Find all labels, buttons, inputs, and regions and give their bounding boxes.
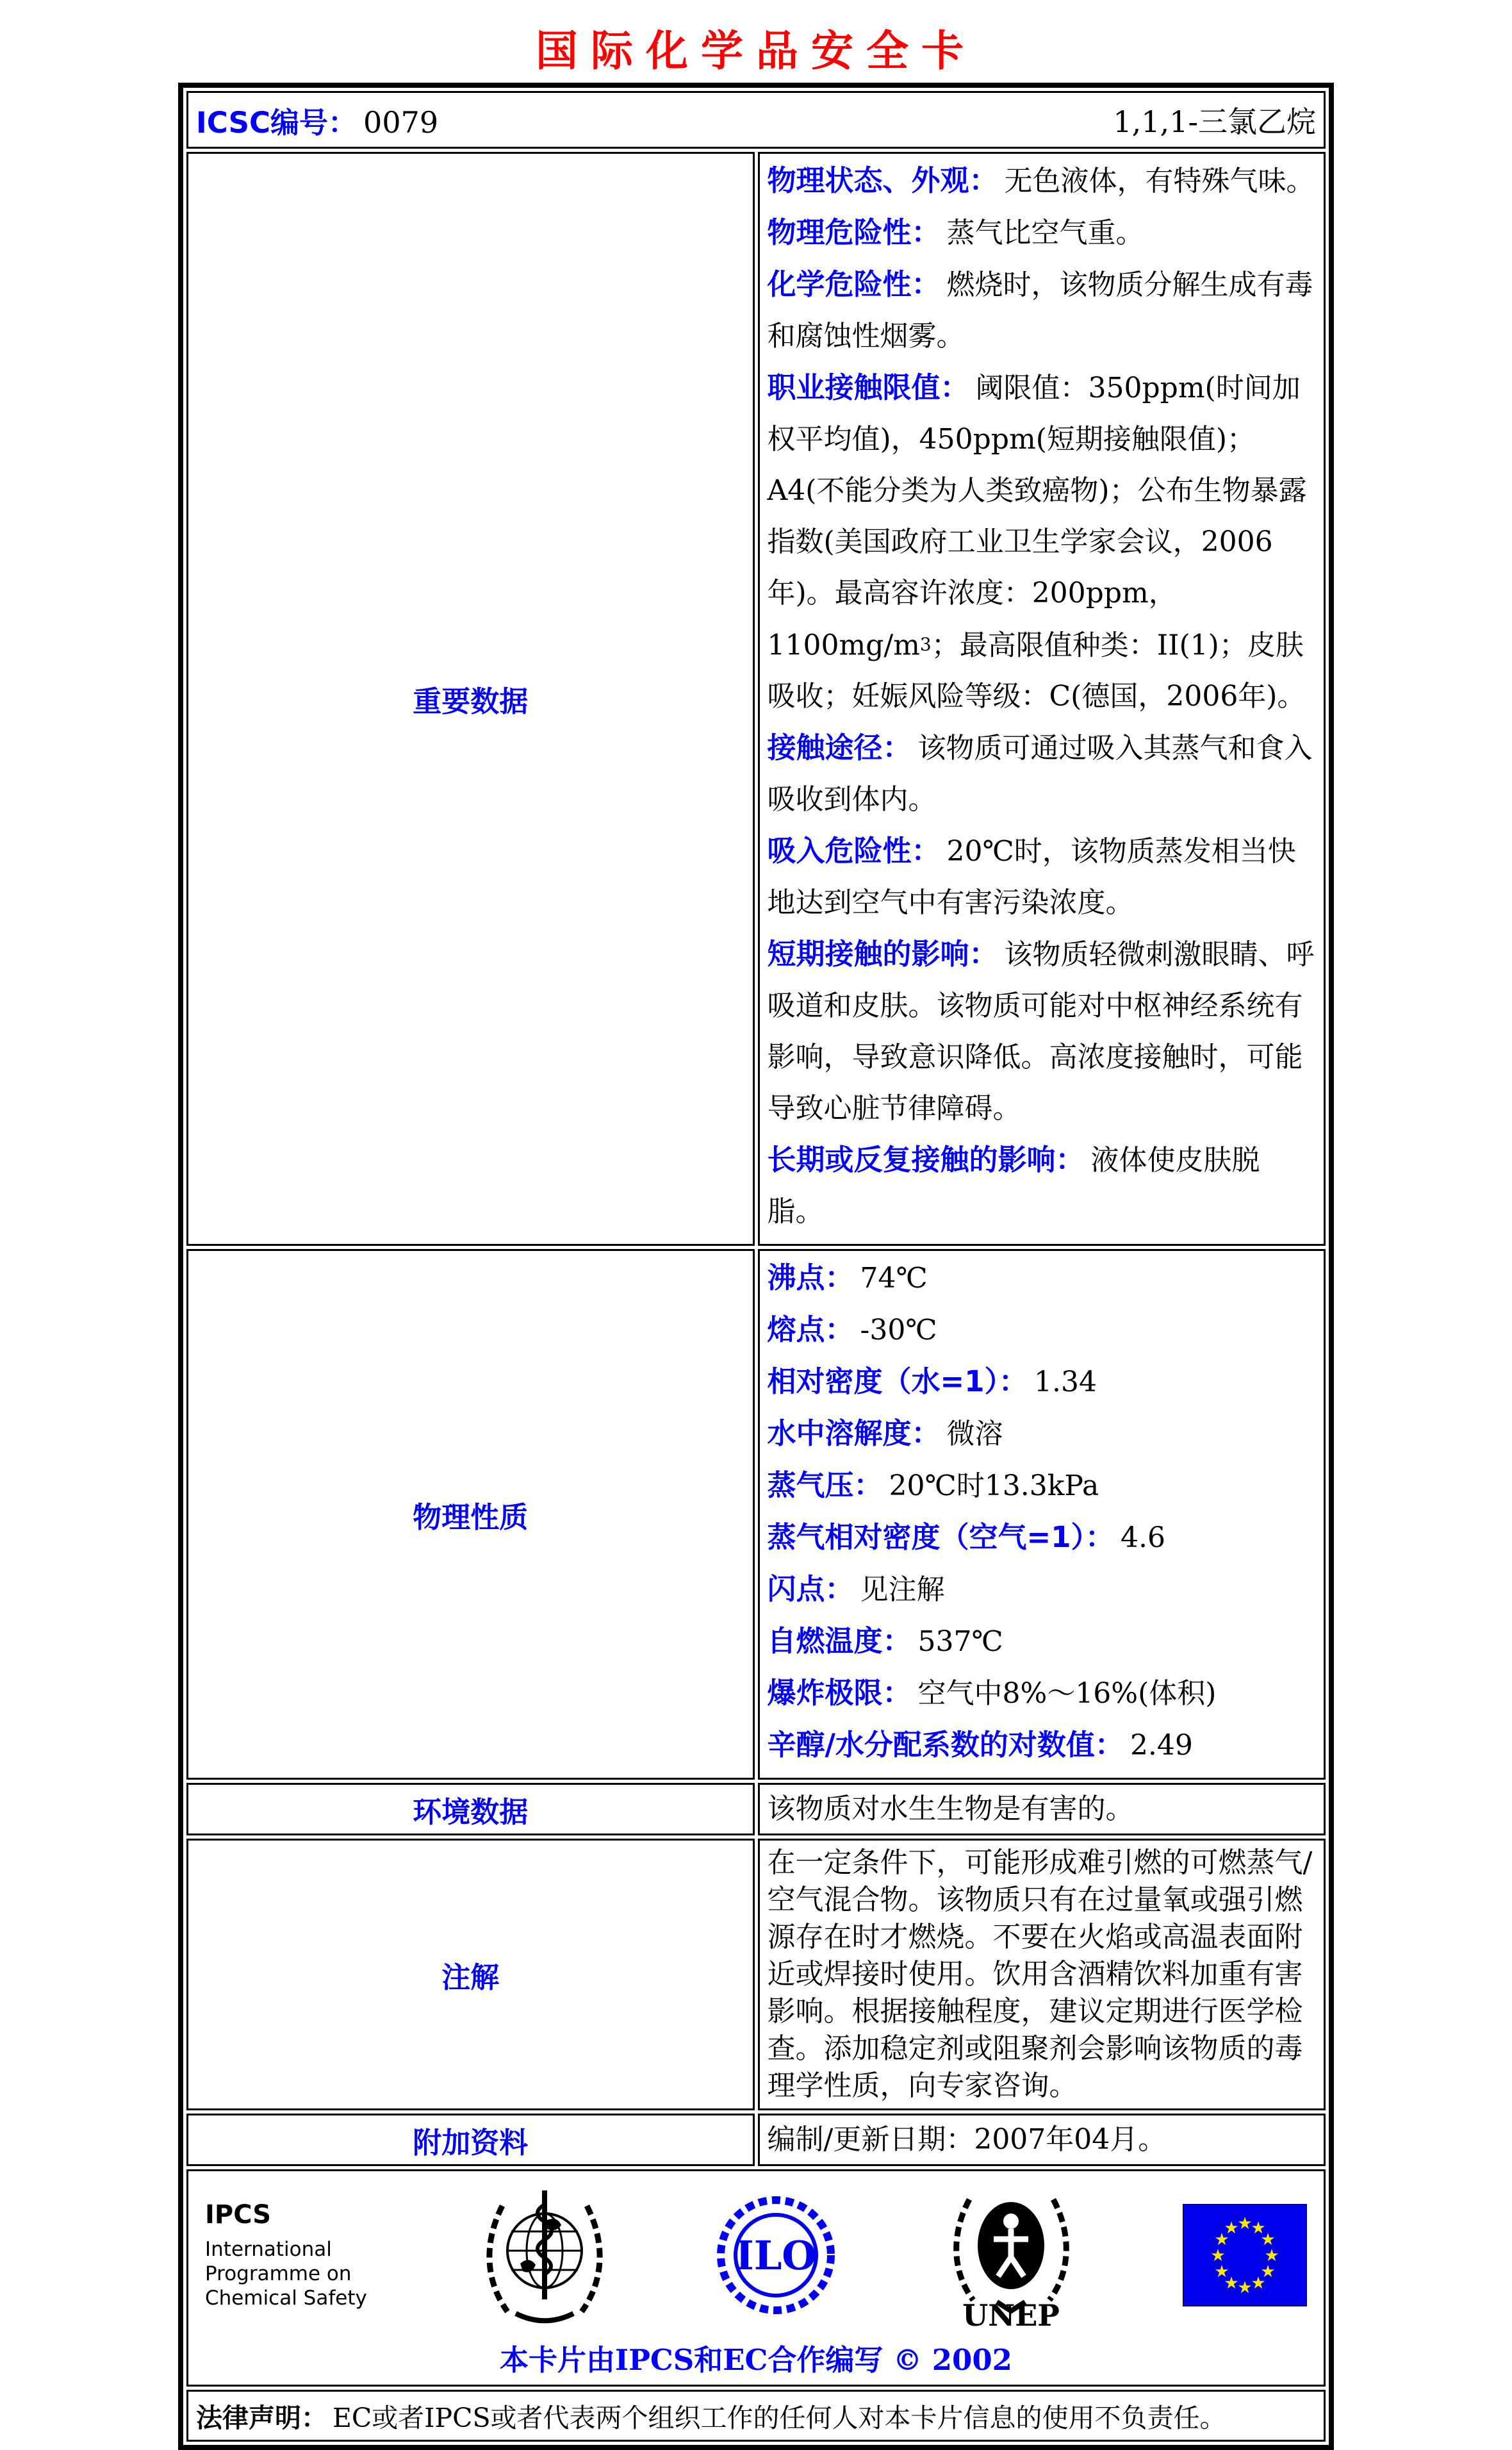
icsc-number-label: ICSC编号： — [196, 105, 357, 140]
physical-item-water-solubility — [768, 1411, 1317, 1462]
svg-text:★: ★ — [1237, 2278, 1253, 2298]
physical-properties-content — [758, 1249, 1326, 1780]
important-item-occupational-limits — [768, 365, 1317, 725]
environmental-data-content — [758, 1783, 1326, 1835]
page-title: 国际化学品安全卡 — [536, 26, 976, 76]
ipcs-text-block — [205, 2200, 378, 2310]
important-data-row — [186, 152, 1326, 1246]
unep-logo-text: UNEP — [962, 2298, 1060, 2330]
item-value: 74℃ — [860, 1262, 928, 1295]
item-value: 1.34 — [1034, 1366, 1097, 1399]
ilo-logo-text: ILO — [735, 2232, 816, 2280]
item-value: 20℃时13.3kPa — [889, 1469, 1099, 1503]
physical-item-flash-point — [768, 1566, 1317, 1618]
important-item-physical-danger — [768, 210, 1317, 261]
item-value: 无色液体，有特殊气味。 — [1004, 165, 1315, 197]
ipcs-line-2: Programme on — [205, 2262, 352, 2286]
item-label: 沸点： — [767, 1261, 854, 1295]
item-label: 闪点： — [767, 1572, 854, 1607]
physical-item-vapor-pressure — [768, 1462, 1317, 1514]
item-value-pre: 阈限值：350ppm(时间加权平均值)，450ppm(短期接触限值)；A4(不能分类为人类致癌物)；公布生物暴露指数(美国政府工业卫生学家会议，2006年)。最高容许浓度：200ppm，1100mg/m — [767, 372, 1307, 662]
unep-logo-icon — [942, 2181, 1080, 2329]
item-value: 微溶 — [946, 1418, 1003, 1451]
ipcs-acronym: IPCS — [205, 2200, 272, 2230]
legal-label: 法律声明： — [196, 2403, 327, 2434]
notes-content — [758, 1839, 1326, 2110]
physical-item-autoignition-temperature — [768, 1618, 1317, 1670]
icsc-number — [196, 99, 438, 141]
chemical-name: 1,1,1-三氯乙烷 — [1113, 104, 1316, 139]
important-item-chemical-danger — [768, 261, 1317, 365]
notes-text: 在一定条件下，可能形成难引燃的可燃蒸气/空气混合物。该物质只有在过量氧或强引燃源存在时才燃烧。不要在火焰或高温表面附近或焊接时使用。饮用含酒精饮料加重有害影响。根据接触程度，建议定期进行医学检查。添加稳定剂或阻聚剂会影响该物质的毒理学性质，向专家咨询。 — [767, 1846, 1313, 2103]
important-item-exposure-routes — [768, 725, 1317, 828]
card-header-row — [186, 91, 1326, 149]
item-label: 相对密度（水=1）： — [767, 1364, 1028, 1399]
item-label: 爆炸极限： — [767, 1676, 912, 1710]
item-label: 熔点： — [767, 1312, 854, 1347]
item-value: -30℃ — [860, 1314, 937, 1347]
icsc-card-table — [178, 83, 1334, 2450]
legal-row — [186, 2390, 1326, 2442]
additional-info-text: 编制/更新日期：2007年04月。 — [767, 2123, 1167, 2156]
cooperation-caption: 本卡片由IPCS和EC合作编写 © 2002 — [500, 2343, 1012, 2378]
card-header-cell — [186, 91, 1326, 149]
item-label: 吸入危险性： — [767, 834, 941, 868]
important-item-physical-state — [768, 158, 1317, 210]
svg-text:★: ★ — [1260, 2262, 1276, 2282]
item-value: 20℃时，该物质蒸发相当快地达到空气中有害污染浓度。 — [767, 835, 1296, 920]
item-value: 见注解 — [860, 1573, 945, 1607]
item-label: 水中溶解度： — [767, 1416, 941, 1451]
physical-item-boiling-point — [768, 1255, 1317, 1307]
item-label: 接触途径： — [767, 731, 912, 765]
svg-text:★: ★ — [1224, 2274, 1239, 2294]
item-value: 空气中8%～16%(体积) — [917, 1677, 1217, 1710]
physical-properties-row — [186, 1249, 1326, 1780]
item-label: 蒸气压： — [767, 1468, 883, 1503]
item-label: 辛醇/水分配系数的对数值： — [767, 1728, 1124, 1762]
section-label-additional: 附加资料 — [186, 2114, 755, 2166]
section-label-important: 重要数据 — [186, 152, 755, 1246]
item-label: 职业接触限值： — [767, 370, 969, 404]
svg-text:★: ★ — [1214, 2230, 1229, 2250]
important-data-content — [758, 152, 1326, 1246]
logos-cell — [186, 2169, 1326, 2387]
eu-flag-icon — [1183, 2204, 1307, 2306]
important-item-inhalation-risk — [768, 828, 1317, 931]
item-label: 长期或反复接触的影响： — [767, 1143, 1085, 1177]
item-value: 537℃ — [917, 1625, 1003, 1659]
notes-row — [186, 1839, 1326, 2110]
physical-item-melting-point — [768, 1307, 1317, 1359]
important-item-short-term-effects — [768, 931, 1317, 1137]
environmental-data-row — [186, 1783, 1326, 1835]
legal-cell — [186, 2390, 1326, 2442]
svg-text:★: ★ — [1251, 2219, 1266, 2239]
item-label: 蒸气相对密度（空气=1）： — [767, 1520, 1115, 1555]
physical-item-octanol-water-partition — [768, 1722, 1317, 1774]
item-value: 蒸气比空气重。 — [946, 217, 1144, 249]
physical-item-relative-density — [768, 1359, 1317, 1411]
section-label-physical: 物理性质 — [186, 1249, 755, 1780]
item-value: 燃烧时，该物质分解生成有毒和腐蚀性烟雾。 — [767, 269, 1313, 352]
who-logo-icon — [481, 2187, 609, 2324]
item-value-superscript: 3 — [919, 634, 932, 655]
item-label: 短期接触的影响： — [767, 937, 998, 972]
section-label-notes: 注解 — [186, 1839, 755, 2110]
item-value: 该物质可通过吸入其蒸气和食入吸收到体内。 — [767, 732, 1313, 816]
item-value: 2.49 — [1130, 1729, 1193, 1762]
item-value: 液体使皮肤脱脂。 — [767, 1144, 1260, 1229]
svg-text:★: ★ — [1210, 2246, 1226, 2266]
important-item-long-term-effects — [768, 1137, 1317, 1240]
additional-info-row — [186, 2114, 1326, 2166]
item-label: 物理危险性： — [767, 215, 941, 249]
item-value: 4.6 — [1121, 1521, 1166, 1555]
svg-text:★: ★ — [1214, 2262, 1229, 2282]
legal-text: EC或者IPCS或者代表两个组织工作的任何人对本卡片信息的使用不负责任。 — [333, 2403, 1226, 2434]
item-label: 自燃温度： — [767, 1624, 912, 1659]
section-label-environment: 环境数据 — [186, 1783, 755, 1835]
svg-text:★: ★ — [1260, 2230, 1276, 2250]
ilo-logo-icon — [712, 2191, 840, 2319]
item-value-post: ；最高限值种类：II(1)；皮肤吸收；妊娠风险等级：C(德国，2006年)。 — [767, 629, 1306, 713]
icsc-number-value: 0079 — [363, 104, 439, 140]
item-label: 化学危险性： — [767, 267, 941, 301]
ipcs-line-1: International — [205, 2238, 332, 2262]
item-value: 该物质轻微刺激眼睛、呼吸道和皮肤。该物质可能对中枢神经系统有影响，导致意识降低。高浓度接触时，可能导致心脏节律障碍。 — [767, 938, 1315, 1125]
physical-item-explosive-limits — [768, 1670, 1317, 1722]
additional-info-content — [758, 2114, 1326, 2166]
svg-text:★: ★ — [1264, 2246, 1279, 2266]
svg-text:★: ★ — [1237, 2214, 1253, 2234]
physical-item-vapor-density — [768, 1514, 1317, 1566]
environmental-data-text: 该物质对水生生物是有害的。 — [767, 1792, 1134, 1826]
svg-text:★: ★ — [1251, 2274, 1266, 2294]
logos-row — [186, 2169, 1326, 2387]
ipcs-line-3: Chemical Safety — [205, 2287, 367, 2310]
svg-text:★: ★ — [1224, 2219, 1239, 2239]
item-label: 物理状态、外观： — [767, 163, 998, 197]
